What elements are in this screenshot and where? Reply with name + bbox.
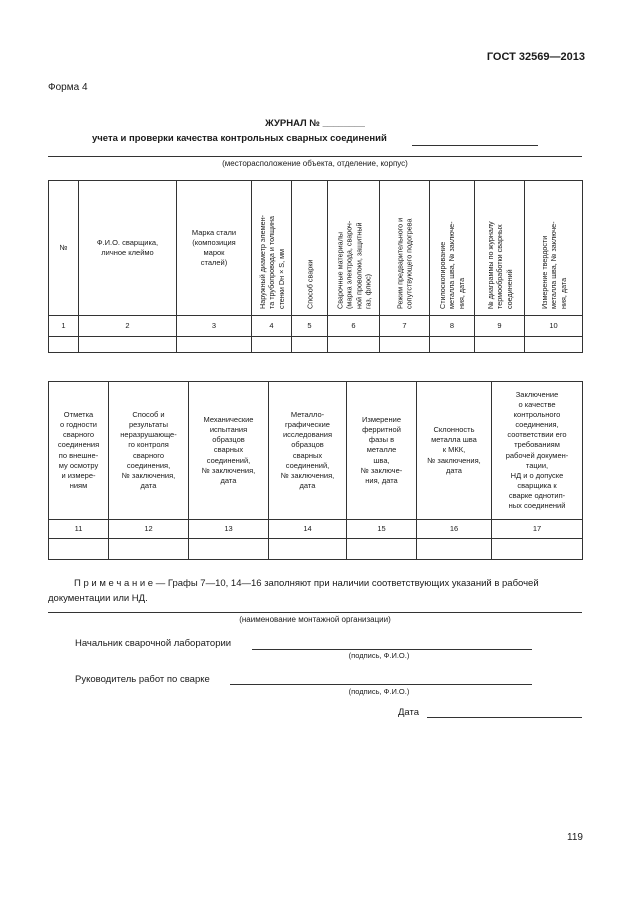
table-1-number-row <box>49 316 583 337</box>
note-paragraph <box>48 576 588 606</box>
col-diameter-text: Наружный диаметр элемен- та трубопровода и толщина стенки Dн × S, мм <box>257 215 286 309</box>
journal-table-1 <box>48 180 583 353</box>
table-2-header-row <box>49 382 583 520</box>
empty-cell <box>109 539 189 560</box>
col-num-11: 11 <box>49 520 109 539</box>
weld-manager-line <box>230 684 532 685</box>
journal-subtitle: учета и проверки качества контрольных сварных соединений <box>92 133 387 144</box>
table-2-empty-row <box>49 539 583 560</box>
org-line <box>48 612 582 613</box>
col-num-7: 7 <box>380 316 430 337</box>
lab-head-caption: (подпись, Ф.И.О.) <box>348 651 410 660</box>
empty-cell <box>492 539 583 560</box>
col-visual-inspection-header: Отметка о годности сварного соединения по внешне- му осмотру и измере- ниям <box>49 382 109 520</box>
col-number-header: № <box>49 181 79 316</box>
col-hardness-text: Измерение твердости металла шва, № заключе- ния, дата <box>539 221 568 309</box>
col-hardness-header <box>525 181 583 316</box>
standard-number: ГОСТ 32569—2013 <box>486 51 585 63</box>
date-line <box>427 717 582 718</box>
empty-cell <box>417 539 492 560</box>
col-num-15: 15 <box>347 520 417 539</box>
col-conclusion-header: Заключение о качестве контрольного соединения, соответствии его требованиям рабочей докумен- тации, НД и о допуске сварщика к сварке однотип- ных соединений <box>492 382 583 520</box>
empty-cell <box>380 337 430 353</box>
col-metallography-header: Металло- графические исследования образцов сварных соединений, № заключения, дата <box>269 382 347 520</box>
col-steel-grade-header: Марка стали (композиция марок сталей) <box>177 181 252 316</box>
col-num-13: 13 <box>189 520 269 539</box>
org-caption: (наименование монтажной организации) <box>239 615 391 624</box>
table-2-number-row <box>49 520 583 539</box>
col-num-3: 3 <box>177 316 252 337</box>
weld-manager-caption: (подпись, Ф.И.О.) <box>348 687 410 696</box>
location-line <box>48 156 582 157</box>
col-num-16: 16 <box>417 520 492 539</box>
col-welder-header: Ф.И.О. сварщика, личное клеймо <box>79 181 177 316</box>
col-num-17: 17 <box>492 520 583 539</box>
table-1-header-row <box>49 181 583 316</box>
empty-cell <box>79 337 177 353</box>
note-label: П р и м е ч а н и е <box>74 578 154 589</box>
col-num-9: 9 <box>475 316 525 337</box>
col-heat-treatment-text: № диаграммы по журналу термообработки сварных соединений <box>485 221 514 309</box>
col-num-1: 1 <box>49 316 79 337</box>
journal-table-2 <box>48 381 583 560</box>
empty-cell <box>525 337 583 353</box>
col-preheat-text: Режим предварительного и сопутствующего подогрева <box>395 217 414 309</box>
table-1-empty-row <box>49 337 583 353</box>
empty-cell <box>292 337 328 353</box>
col-weld-method-header <box>292 181 328 316</box>
col-heat-treatment-header <box>475 181 525 316</box>
empty-cell <box>189 539 269 560</box>
empty-cell <box>49 539 109 560</box>
col-num-6: 6 <box>328 316 380 337</box>
form-label: Форма 4 <box>48 82 88 93</box>
journal-subtitle-line <box>412 145 538 146</box>
empty-cell <box>430 337 475 353</box>
empty-cell <box>475 337 525 353</box>
empty-cell <box>252 337 292 353</box>
col-mechanical-tests-header: Механические испытания образцов сварных соединений, № заключения, дата <box>189 382 269 520</box>
note-text: — Графы 7—10, 14—16 заполняют при наличии соответствующих указаний в рабочей документации или НД. <box>48 578 539 605</box>
empty-cell <box>347 539 417 560</box>
col-ndt-header: Способ и результаты неразрушающе- го контроля сварного соединения, № заключения, дата <box>109 382 189 520</box>
empty-cell <box>49 337 79 353</box>
lab-head-label: Начальник сварочной лаборатории <box>75 638 232 649</box>
col-ferrite-header: Измерение ферритной фазы в металле шва, № заключе- ния, дата <box>347 382 417 520</box>
empty-cell <box>177 337 252 353</box>
col-weld-method-text: Способ сварки <box>304 259 314 309</box>
col-num-5: 5 <box>292 316 328 337</box>
col-mkk-header: Склонность металла шва к МКК, № заключения, дата <box>417 382 492 520</box>
journal-title: ЖУРНАЛ № ________ <box>265 118 365 129</box>
date-label: Дата <box>398 707 420 718</box>
col-num-2: 2 <box>79 316 177 337</box>
col-styloscopy-header <box>430 181 475 316</box>
page-number: 119 <box>567 832 583 843</box>
location-caption: (месторасположение объекта, отделение, корпус) <box>222 159 408 168</box>
empty-cell <box>328 337 380 353</box>
col-num-4: 4 <box>252 316 292 337</box>
col-styloscopy-text: Стилоскопирование металла шва, № заключе- ния, дата <box>437 221 466 309</box>
col-materials-text: Сварочные материалы (марка электрода, свароч- ной проволоки, защитный газ, флюс) <box>334 220 372 309</box>
empty-cell <box>269 539 347 560</box>
col-num-14: 14 <box>269 520 347 539</box>
col-preheat-header <box>380 181 430 316</box>
col-num-10: 10 <box>525 316 583 337</box>
weld-manager-label: Руководитель работ по сварке <box>75 674 210 685</box>
col-num-8: 8 <box>430 316 475 337</box>
lab-head-line <box>252 649 532 650</box>
col-materials-header <box>328 181 380 316</box>
col-num-12: 12 <box>109 520 189 539</box>
col-diameter-header <box>252 181 292 316</box>
